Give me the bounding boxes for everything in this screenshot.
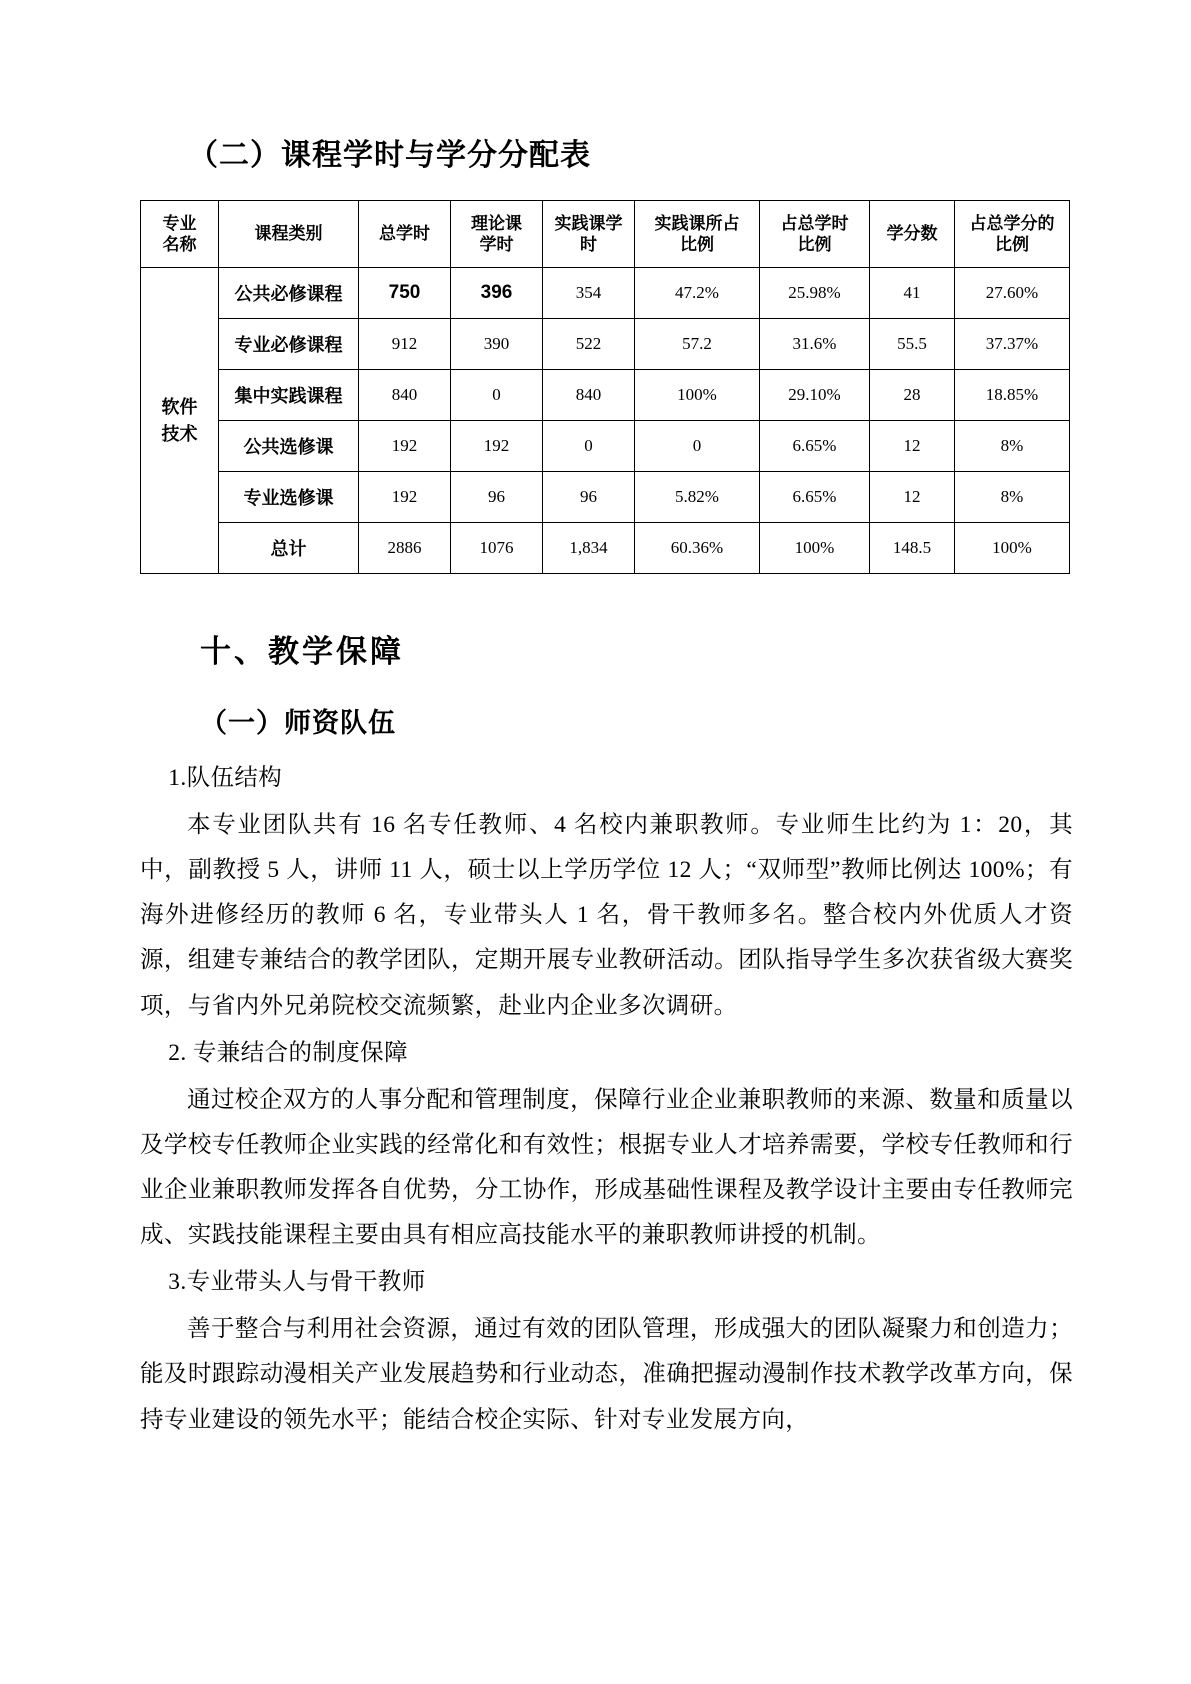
paragraph: 本专业团队共有 16 名专任教师、4 名校内兼职教师。专业师生比约为 1：20，其中，副教授 5 人，讲师 11 人，硕士以上学历学位 12 人；“双师型”教师比例达 100%；有海外进修经历的教师 6 名，专业带头人 1 名，骨干教师多名。整合校内外优质人才资源，组建专兼结合的教学团队，定期开展专业教研活动。团队指导学生多次获省级大赛奖项，与省内外兄弟院校交流频繁，赴业内企业多次调研。 (140, 812, 1073, 1019)
column-header-practice-hours: 实践课学 时 (543, 201, 635, 268)
column-header-theory-hours: 理论课 学时 (451, 201, 543, 268)
column-header-hours-ratio: 占总学时 比例 (760, 201, 870, 268)
table-row (141, 472, 1070, 523)
cell-credits-ratio: 8% (955, 421, 1070, 472)
paragraph: 善于整合与利用社会资源，通过有效的团队管理，形成强大的团队凝聚力和创造力；能及时跟踪动漫相关产业发展趋势和行业动态，准确把握动漫制作技术教学改革方向，保持专业建设的领先水平；能结合校企实际、针对专业发展方向， (140, 1316, 1073, 1433)
cell-theory-hours: 396 (451, 268, 543, 319)
cell-practice-hours: 840 (543, 370, 635, 421)
cell-practice-hours: 1,834 (543, 523, 635, 574)
cell-total-hours: 192 (359, 472, 451, 523)
column-header-credits-ratio: 占总学分的 比例 (955, 201, 1070, 268)
row-category: 公共选修课 (219, 421, 359, 472)
cell-hours-ratio: 6.65% (760, 421, 870, 472)
column-header-practice-ratio: 实践课所占 比例 (635, 201, 760, 268)
cell-theory-hours: 390 (451, 319, 543, 370)
cell-credits: 12 (870, 472, 955, 523)
cell-credits: 12 (870, 421, 955, 472)
cell-practice-hours: 96 (543, 472, 635, 523)
cell-credits-ratio: 37.37% (955, 319, 1070, 370)
cell-theory-hours: 96 (451, 472, 543, 523)
cell-credits: 55.5 (870, 319, 955, 370)
subsection-heading: （一）师资队伍 (200, 708, 396, 738)
cell-hours-ratio: 25.98% (760, 268, 870, 319)
row-category: 专业选修课 (219, 472, 359, 523)
table-row (141, 319, 1070, 370)
body-content (140, 756, 1073, 1443)
column-header-total-hours: 总学时 (359, 201, 451, 268)
cell-total-hours: 2886 (359, 523, 451, 574)
table-total-row (141, 523, 1070, 574)
row-category: 集中实践课程 (219, 370, 359, 421)
cell-credits-ratio: 100% (955, 523, 1070, 574)
cell-total-hours: 840 (359, 370, 451, 421)
cell-practice-ratio: 0 (635, 421, 760, 472)
cell-practice-ratio: 57.2 (635, 319, 760, 370)
cell-credits: 148.5 (870, 523, 955, 574)
column-header-credits: 学分数 (870, 201, 955, 268)
course-hours-credits-table (140, 200, 1070, 574)
cell-credits-ratio: 18.85% (955, 370, 1070, 421)
cell-practice-hours: 0 (543, 421, 635, 472)
column-header-major: 专业 名称 (141, 201, 219, 268)
paragraph: 2. 专兼结合的制度保障 (168, 1039, 408, 1066)
cell-credits: 28 (870, 370, 955, 421)
paragraph: 1.队伍结构 (168, 765, 283, 791)
cell-theory-hours: 192 (451, 421, 543, 472)
cell-theory-hours: 0 (451, 370, 543, 421)
cell-total-hours: 192 (359, 421, 451, 472)
cell-theory-hours: 1076 (451, 523, 543, 574)
major-name-cell: 软件 技术 (141, 268, 219, 574)
cell-credits: 41 (870, 268, 955, 319)
cell-practice-ratio: 47.2% (635, 268, 760, 319)
cell-practice-ratio: 100% (635, 370, 760, 421)
cell-total-hours: 750 (359, 268, 451, 319)
cell-practice-ratio: 5.82% (635, 472, 760, 523)
row-category: 专业必修课程 (219, 319, 359, 370)
row-category-total: 总计 (219, 523, 359, 574)
table-row (141, 268, 1070, 319)
cell-practice-hours: 354 (543, 268, 635, 319)
paragraph: 通过校企双方的人事分配和管理制度，保障行业企业兼职教师的来源、数量和质量以及学校专任教师企业实践的经常化和有效性；根据专业人才培养需要，学校专任教师和行业企业兼职教师发挥各自优势，分工协作，形成基础性课程及教学设计主要由专任教师完成、实践技能课程主要由具有相应高技能水平的兼职教师讲授的机制。 (140, 1086, 1073, 1249)
paragraph: 3.专业带头人与骨干教师 (168, 1269, 426, 1296)
cell-hours-ratio: 31.6% (760, 319, 870, 370)
cell-practice-hours: 522 (543, 319, 635, 370)
table-row (141, 421, 1070, 472)
cell-hours-ratio: 29.10% (760, 370, 870, 421)
table-header-row (141, 201, 1070, 268)
cell-practice-ratio: 60.36% (635, 523, 760, 574)
cell-credits-ratio: 8% (955, 472, 1070, 523)
cell-credits-ratio: 27.60% (955, 268, 1070, 319)
cell-hours-ratio: 6.65% (760, 472, 870, 523)
chapter-heading: 十、教学保障 (200, 634, 404, 669)
cell-hours-ratio: 100% (760, 523, 870, 574)
cell-total-hours: 912 (359, 319, 451, 370)
table-row (141, 370, 1070, 421)
row-category: 公共必修课程 (219, 268, 359, 319)
column-header-category: 课程类别 (219, 201, 359, 268)
page-title: （二）课程学时与学分分配表 (188, 139, 591, 172)
